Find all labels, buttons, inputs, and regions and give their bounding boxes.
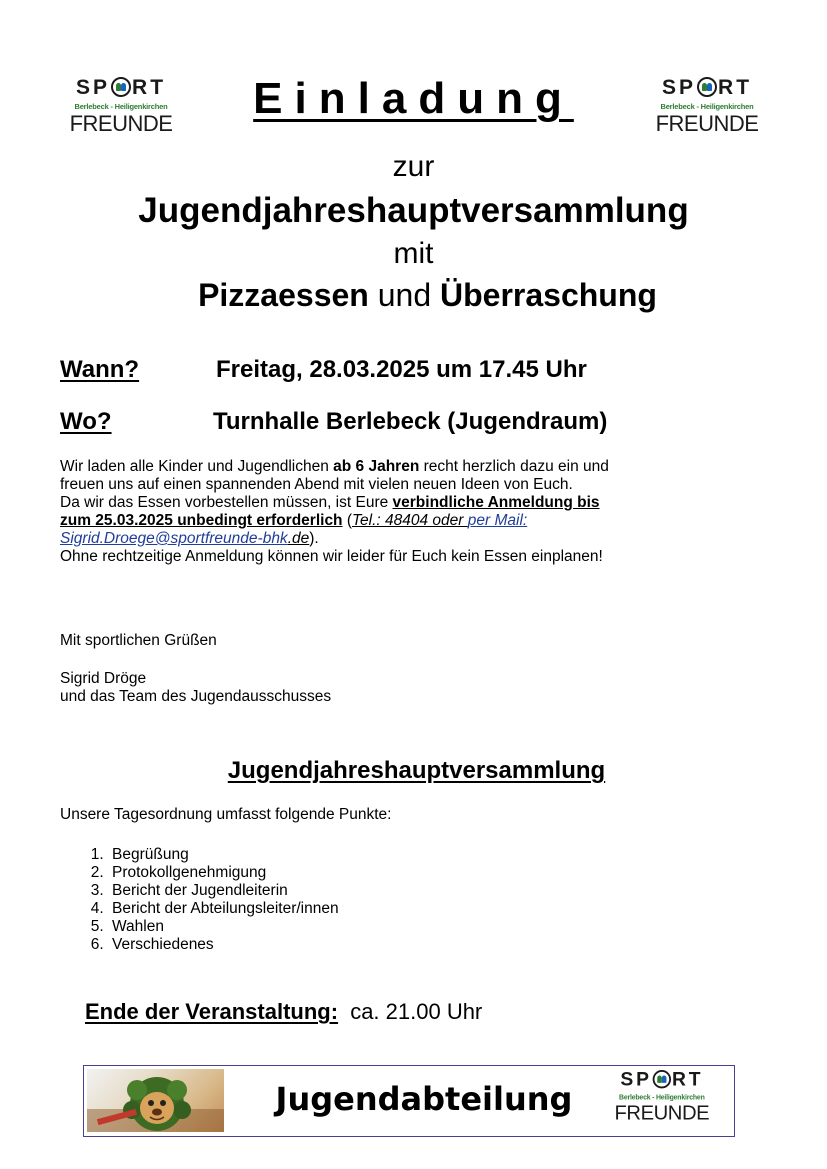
subtitle-extras: Pizzaessen und Überraschung: [198, 277, 657, 313]
logo-subtitle: Berlebeck - Heiligenkirchen: [660, 102, 754, 111]
list-item: 2. Protokollgenehmigung: [108, 864, 339, 882]
list-item: 6. Verschiedenes: [108, 936, 339, 954]
greeting: Mit sportlichen Grüßen: [60, 632, 217, 649]
sportfreunde-logo-banner: [614, 1070, 710, 1129]
end-time: [85, 999, 482, 1025]
when-value: Freitag, 28.03.2025 um 17.45 Uhr: [216, 356, 587, 383]
logo-figures-icon: [111, 77, 131, 97]
agenda-intro: Unsere Tagesordnung umfasst folgende Punkte:: [60, 806, 392, 823]
logo-sport-wordmark: SP RT: [661, 76, 753, 99]
banner-title: Jugendabteilung: [275, 1080, 573, 1118]
subtitle-zur: zur: [392, 150, 435, 183]
end-value: ca. 21.00 Uhr: [350, 999, 483, 1024]
logo-figures-icon: [697, 77, 717, 97]
youth-department-banner: [83, 1065, 735, 1137]
list-item: 1. Begrüßung: [108, 846, 339, 864]
list-item: 4. Bericht der Abteilungsleiter/innen: [108, 900, 339, 918]
logo-subtitle: Berlebeck - Heiligenkirchen: [619, 1093, 705, 1102]
where-value: Turnhalle Berlebeck (Jugendraum): [213, 408, 608, 435]
logo-sport-wordmark: SP RT: [620, 1069, 704, 1091]
logo-freunde: FREUNDE: [614, 1101, 710, 1125]
invitation-text: Wir laden alle Kinder und Jugendlichen ab 6 Jahren recht herzlich dazu ein und freuen uns auf einen spannenden Abend mit vielen neuen Ideen von Euch. Da wir das Essen vorbestellen müssen, ist Eure verbindliche Anmeldung bis zum 25.03.2025 unbedingt erforderlich (Tel.: 48404 oder per Mail: Sigrid.Droege@sportfreunde-bhk.de). Ohne rechtzeitige Anmeldung können wir leider für Euch kein Essen einplanen!: [60, 458, 609, 565]
email-link[interactable]: Sigrid.Droege@sportfreunde-bhk: [60, 530, 288, 547]
subtitle-event: Jugendjahreshauptversammlung: [138, 191, 689, 230]
agenda-list: [60, 846, 339, 954]
logo-subtitle: Berlebeck - Heiligenkirchen: [74, 102, 168, 111]
lion-icon: [87, 1069, 224, 1132]
logo-figures-icon: [653, 1070, 671, 1088]
logo-sport-wordmark: SP RT: [75, 76, 167, 99]
sportfreunde-logo-right: [655, 77, 759, 141]
end-label: Ende der Veranstaltung:: [85, 999, 339, 1024]
subtitle-mit: mit: [393, 237, 434, 270]
where-label: Wo?: [60, 408, 112, 435]
mail-link-label[interactable]: per Mail:: [467, 512, 528, 529]
signature: Sigrid Dröge und das Team des Jugendausschusses: [60, 670, 332, 705]
list-item: 3. Bericht der Jugendleiterin: [108, 882, 339, 900]
agenda-heading: Jugendjahreshauptversammlung: [227, 757, 606, 784]
logo-freunde: FREUNDE: [655, 111, 759, 136]
sportfreunde-logo-left: [69, 77, 173, 141]
page-title: Einladung: [253, 74, 574, 123]
lion-mascot-image: [87, 1069, 224, 1132]
list-item: 5. Wahlen: [108, 918, 339, 936]
when-label: Wann?: [60, 356, 140, 383]
logo-freunde: FREUNDE: [69, 111, 173, 136]
